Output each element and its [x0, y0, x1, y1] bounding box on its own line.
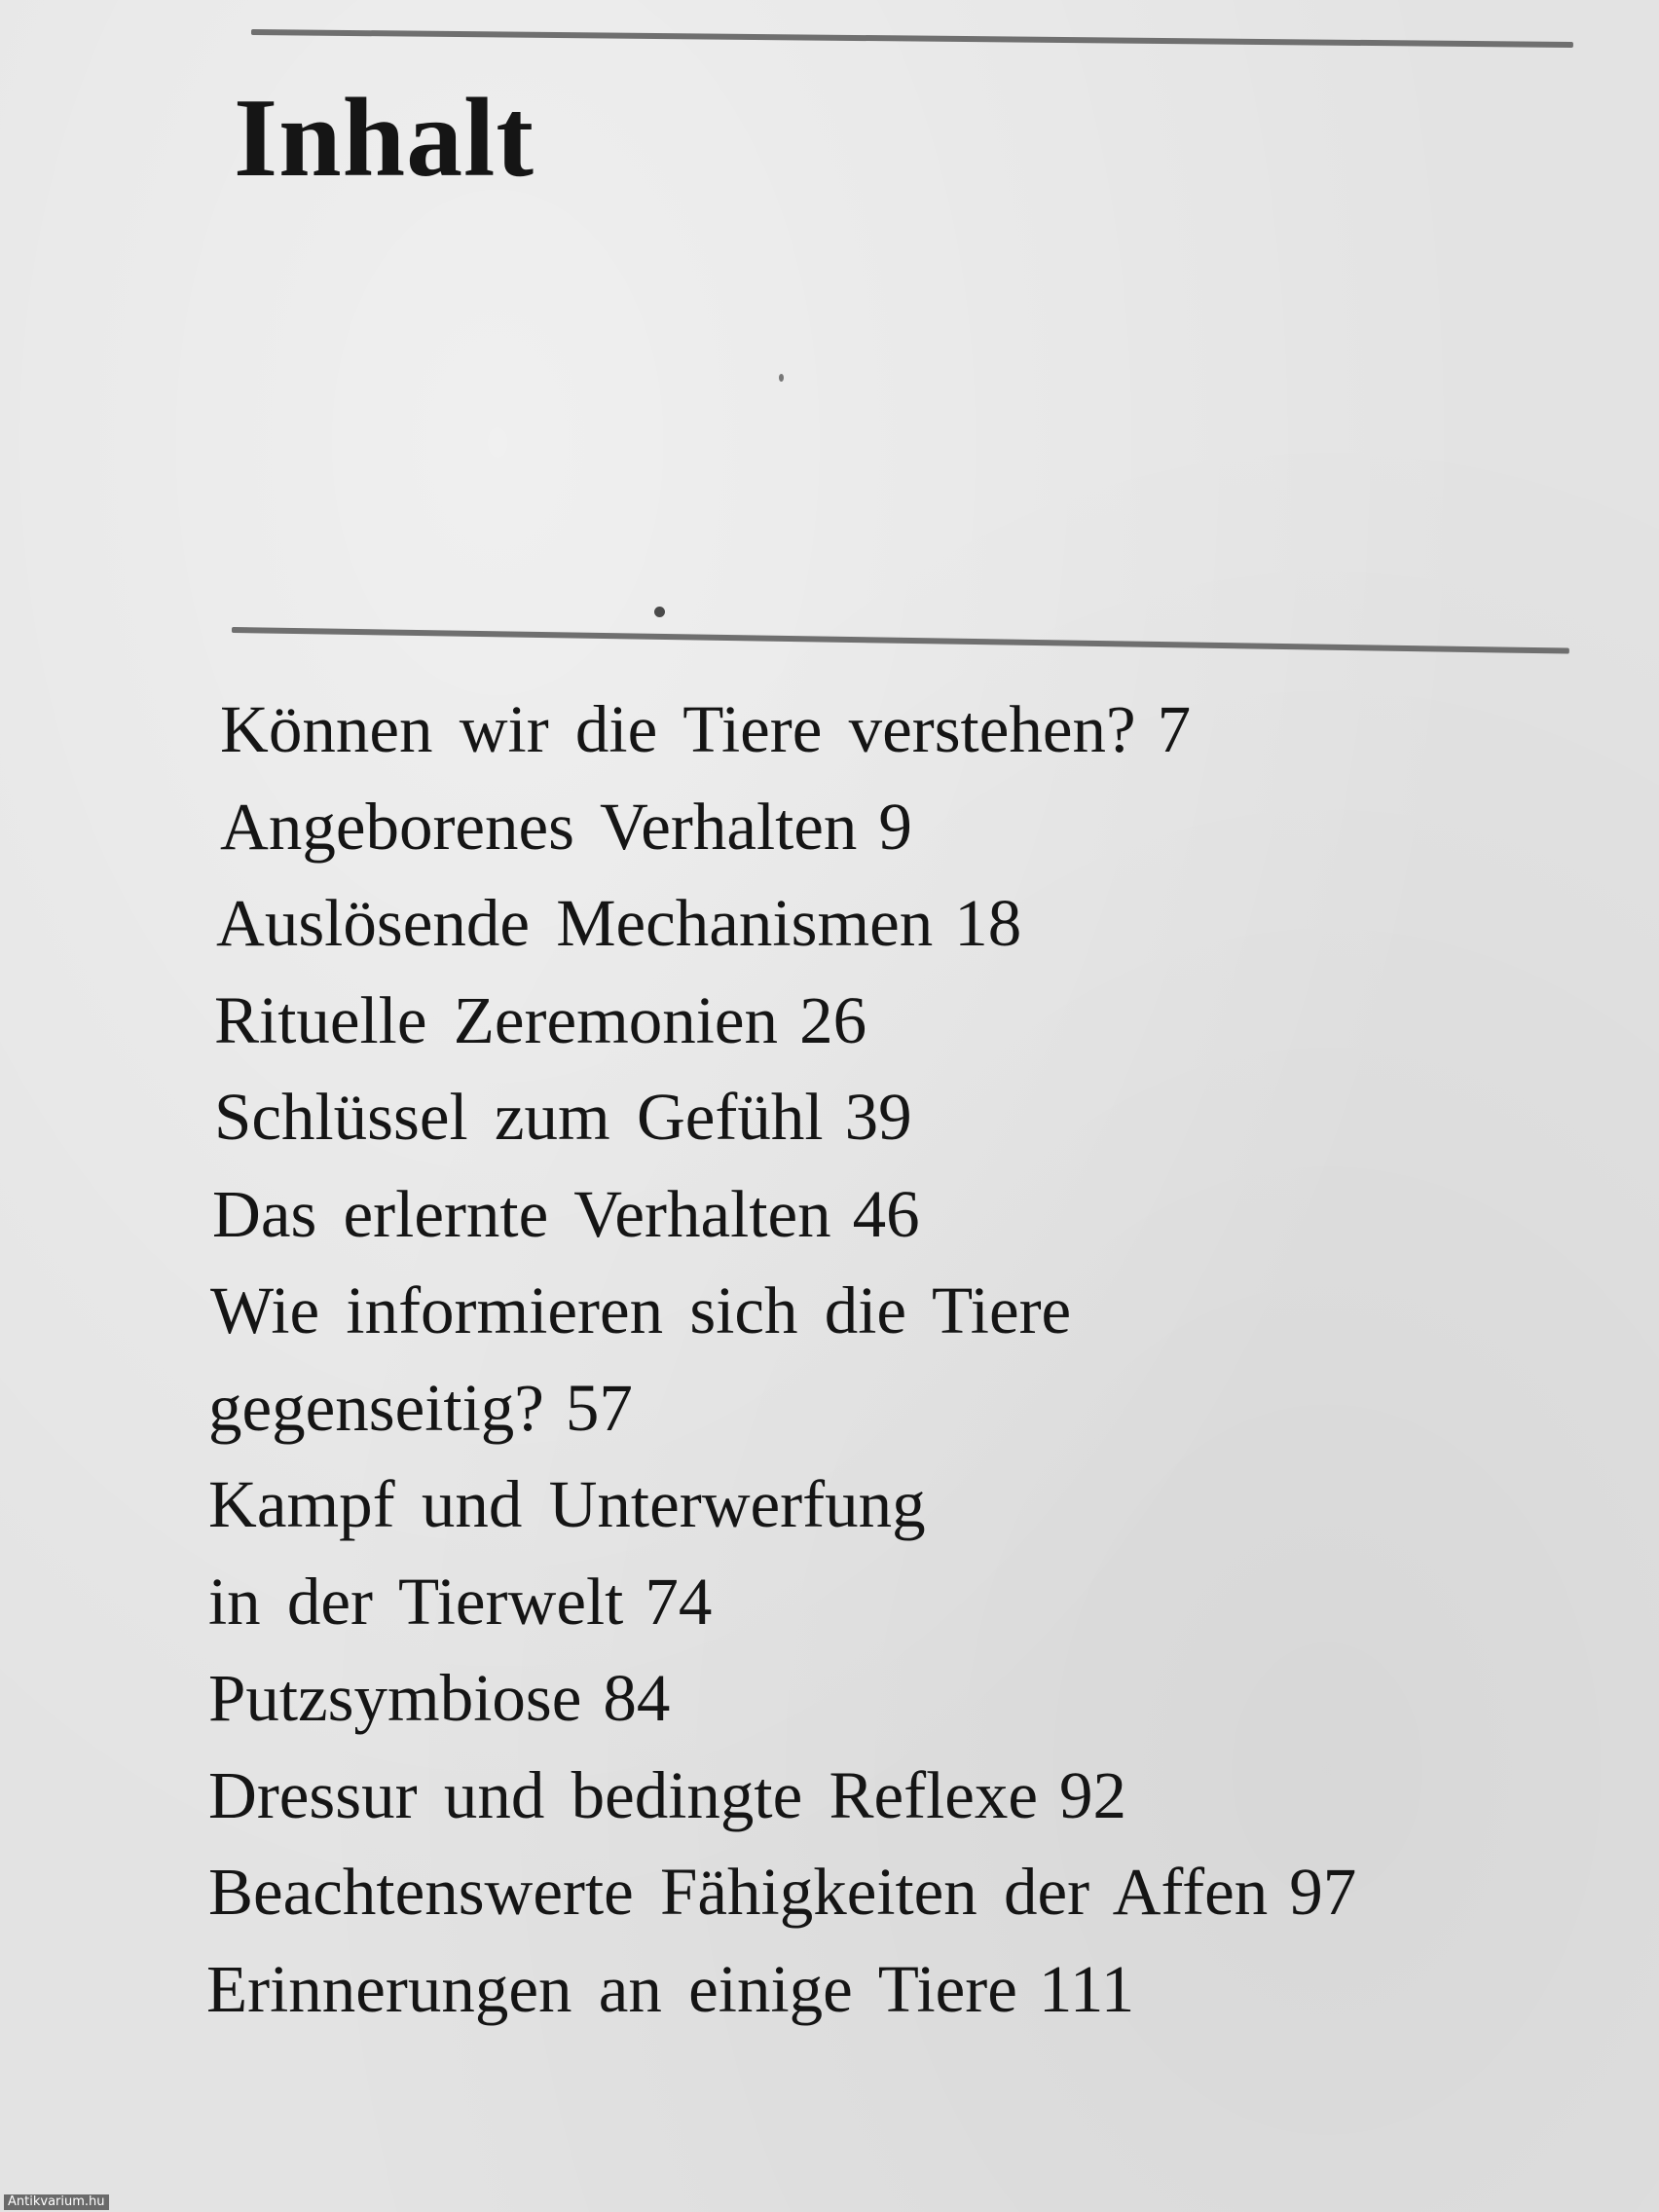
top-rule: [251, 29, 1573, 48]
toc-entry: [206, 1456, 1589, 1554]
table-of-contents: [206, 682, 1589, 2038]
toc-entry: [206, 1941, 1589, 2039]
toc-entry-title: Können wir die Tiere verstehen?: [220, 692, 1136, 766]
toc-entry-page: 92: [1059, 1757, 1127, 1832]
toc-entry: [206, 973, 1589, 1070]
toc-entry-title: Wie informieren sich die Tiere: [210, 1273, 1072, 1347]
watermark: Antikvarium.hu: [4, 2194, 109, 2210]
toc-entry-title: Beachtenswerte Fähigkeiten der Affen: [208, 1855, 1269, 1929]
toc-entry-page: 39: [844, 1080, 912, 1154]
toc-entry-title: in der Tierwelt: [208, 1564, 624, 1639]
toc-entry-title: Schlüssel zum Gefühl: [214, 1080, 824, 1154]
paper-speck: [779, 374, 784, 382]
toc-entry-page: 18: [954, 886, 1022, 960]
toc-entry-title: Auslösende Mechanismen: [216, 886, 934, 960]
toc-entry-title: Kampf und Unterwerfung: [208, 1467, 926, 1541]
toc-entry: [206, 1069, 1589, 1166]
middle-rule: [232, 627, 1569, 654]
toc-entry: [206, 1166, 1589, 1264]
toc-entry-page: 46: [852, 1176, 920, 1251]
toc-entry-page: 26: [799, 982, 867, 1057]
toc-entry: [206, 682, 1589, 779]
toc-entry-page: 84: [603, 1661, 671, 1735]
toc-entry: [206, 1748, 1589, 1845]
toc-entry-page: 111: [1038, 1951, 1135, 2026]
toc-entry: [206, 1263, 1589, 1360]
paper-speck: [654, 607, 665, 617]
toc-entry: [206, 1650, 1589, 1748]
toc-entry-title: Angeborenes Verhalten: [220, 789, 858, 864]
toc-entry-page: 57: [565, 1370, 633, 1445]
toc-entry-page: 7: [1157, 692, 1192, 766]
toc-entry-title: gegenseitig?: [208, 1370, 544, 1445]
toc-entry-title: Erinnerungen an einige Tiere: [206, 1951, 1017, 2026]
toc-entry: [206, 1844, 1589, 1941]
toc-entry-continuation: [206, 1360, 1589, 1457]
toc-entry-continuation: [206, 1554, 1589, 1651]
toc-entry-title: Putzsymbiose: [208, 1661, 582, 1735]
toc-entry-title: Dressur und bedingte Reflexe: [208, 1757, 1039, 1832]
page-title: Inhalt: [234, 76, 535, 201]
toc-entry-title: Rituelle Zeremonien: [214, 982, 779, 1057]
toc-entry: [206, 779, 1589, 876]
toc-entry-title: Das erlernte Verhalten: [212, 1176, 831, 1251]
toc-entry-page: 9: [878, 789, 912, 864]
toc-entry: [206, 875, 1589, 973]
toc-entry-page: 74: [645, 1564, 713, 1639]
toc-entry-page: 97: [1289, 1855, 1357, 1929]
